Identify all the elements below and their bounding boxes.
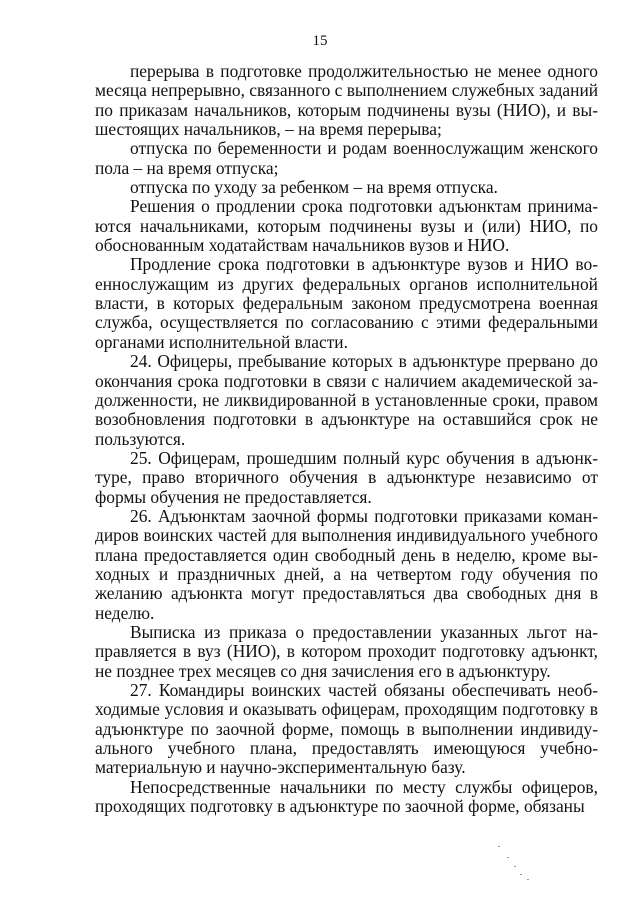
paragraph [95, 623, 598, 681]
page-number: 15 [312, 33, 328, 49]
text-line: перерыва в подготовке продолжительностью не менее одного [130, 61, 598, 81]
text-line: адъюнктуре по заочной форме, помощь в выполнении индивиду- [95, 718, 598, 739]
scan-speck [527, 879, 529, 880]
text-line: Непосредственные начальники по месту службы офицеров, [130, 776, 598, 797]
text-line: неделю. [95, 602, 155, 623]
text-line: туре, право вторичного обучения в адъюнктуре независимо от [95, 467, 598, 488]
text-line: власти, в которых федеральным законом предусмотрена военная [95, 293, 598, 314]
text-line: 24. Офицеры, пребывание которых в адъюнктуре прервано до [130, 351, 598, 372]
text-line: пола – на время отпуска; [95, 157, 279, 178]
scan-speck [514, 866, 516, 867]
scan-speck [507, 857, 509, 858]
text-line: правляется в вуз (НИО), в котором проходит подготовку адъюнкт, [95, 641, 598, 662]
paragraph [95, 255, 598, 352]
text-line: ходных и праздничных дней, а на четвертом году обучения по [95, 563, 598, 584]
text-line: желанию адъюнкта могут предоставляться два свободных дня в [95, 583, 598, 604]
text-line: формы обучения не предоставляется. [95, 486, 372, 507]
paragraph [95, 778, 598, 817]
text-line: Выписка из приказа о предоставлении указанных льгот на- [130, 621, 598, 642]
text-line: ются начальниками, которым подчинены вузы и (или) НИО, по [95, 215, 598, 236]
text-line: отпуска по уходу за ребенком – на время отпуска. [130, 177, 498, 198]
paragraph [95, 681, 598, 778]
text-line: пользуются. [95, 428, 186, 449]
paragraph [95, 178, 598, 197]
text-line: Решения о продлении срока подготовки адъюнктам принима- [130, 196, 598, 217]
paragraph [95, 139, 598, 178]
text-line: 26. Адъюнктам заочной формы подготовки приказами коман- [130, 505, 598, 526]
text-line: служба, осуществляется по согласованию с этими федеральными [95, 312, 598, 333]
paragraph [95, 507, 598, 623]
text-line: возобновления подготовки в адъюнктуре на оставшийся срок не [95, 409, 598, 430]
text-line: материальную и научно-экспериментальную базу. [95, 757, 466, 778]
paragraph [95, 62, 598, 139]
paragraph [95, 352, 598, 449]
text-line: плана предоставляется один свободный день в неделю, кроме вы- [95, 544, 598, 565]
text-line: окончания срока подготовки в связи с наличием академической за- [95, 370, 598, 391]
text-line: еннослужащим из других федеральных органов исполнительной [95, 273, 598, 294]
paragraph [95, 197, 598, 255]
text-line: органами исполнительной власти. [95, 331, 348, 352]
text-line: месяца непрерывно, связанного с выполнением служебных заданий [95, 80, 599, 101]
text-line: не позднее трех месяцев со дня зачисления его в адъюнктуру. [95, 660, 551, 681]
scan-speck [520, 874, 522, 875]
text-line: шестоящих начальников, – на время перерыва; [95, 119, 442, 140]
paragraph [95, 449, 598, 507]
text-line: проходящих подготовку в адъюнктуре по заочной форме, обязаны [95, 796, 585, 817]
text-line: обоснованным ходатайствам начальников вузов и НИО. [95, 235, 510, 256]
text-line: диров воинских частей для выполнения индивидуального учебного [95, 525, 598, 546]
text-line: 27. Командиры воинских частей обязаны обеспечивать необ- [130, 680, 598, 700]
text-line: отпуска по беременности и родам военнослужащим женского [130, 138, 598, 159]
text-line: долженности, не ликвидированной в установленные сроки, правом [95, 389, 598, 410]
text-line: Продление срока подготовки в адъюнктуре вузов и НИО во- [130, 254, 598, 275]
text-line: ходимые условия и оказывать офицерам, проходящим подготовку в [95, 699, 598, 720]
scan-speck [498, 846, 500, 847]
document-body [95, 62, 598, 816]
text-line: 25. Офицерам, прошедшим полный курс обучения в адъюнк- [130, 447, 598, 468]
text-line: ального учебного плана, предоставлять имеющуюся учебно- [95, 738, 598, 759]
text-line: по приказам начальников, которым подчинены вузы (НИО), и вы- [95, 99, 598, 120]
